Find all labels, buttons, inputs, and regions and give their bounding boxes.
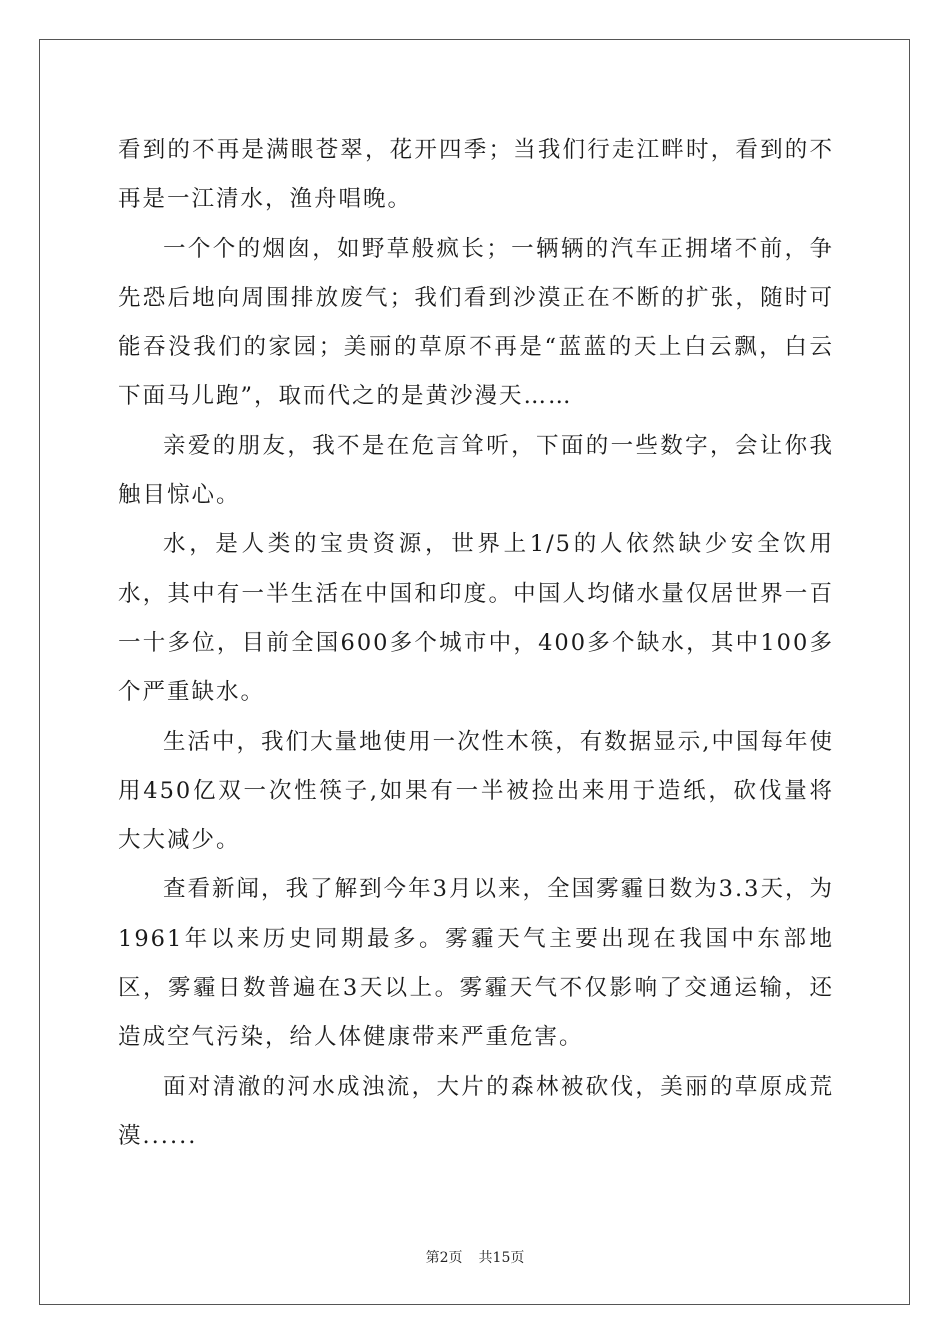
paragraph-smog: 查看新闻，我了解到今年3月以来，全国雾霾日数为3.3天，为1961年以来历史同期最多。雾霾天气主要出现在我国中东部地区，雾霾日数普遍在3天以上。雾霾天气不仅影响了交通运输，还造成空气污染，给人体健康带来严重危害。 — [118, 876, 834, 1051]
document-body — [118, 126, 834, 1161]
paragraph-chopsticks: 生活中，我们大量地使用一次性木筷，有数据显示,中国每年使用450亿双一次性筷子,如果有一半被捡出来用于造纸，砍伐量将大大减少。 — [118, 728, 834, 854]
paragraph-dear-friends: 亲爱的朋友，我不是在危言耸听，下面的一些数字，会让你我触目惊心。 — [118, 432, 834, 509]
page-footer — [0, 1247, 950, 1267]
page-total: 共15页 — [478, 1250, 525, 1266]
paragraph-water: 水，是人类的宝贵资源，世界上1/5的人依然缺少安全饮用水，其中有一半生活在中国和印度。中国人均储水量仅居世界一百一十多位，目前全国600多个城市中，400多个缺水，其中100多个严重缺水。 — [118, 531, 834, 706]
paragraph-continuation: 看到的不再是满眼苍翠，花开四季；当我们行走江畔时，看到的不再是一江清水，渔舟唱晚。 — [118, 137, 834, 213]
paragraph-closing: 面对清澈的河水成浊流，大片的森林被砍伐，美丽的草原成荒漠...... — [118, 1073, 834, 1149]
page-number: 第2页 — [425, 1250, 463, 1266]
paragraph-chimneys: 一个个的烟囱，如野草般疯长；一辆辆的汽车正拥堵不前，争先恐后地向周围排放废气；我们看到沙漠正在不断的扩张，随时可能吞没我们的家园；美丽的草原不再是“蓝蓝的天上白云飘，白云下面马儿跑”，取而代之的是黄沙漫天…… — [118, 235, 834, 410]
